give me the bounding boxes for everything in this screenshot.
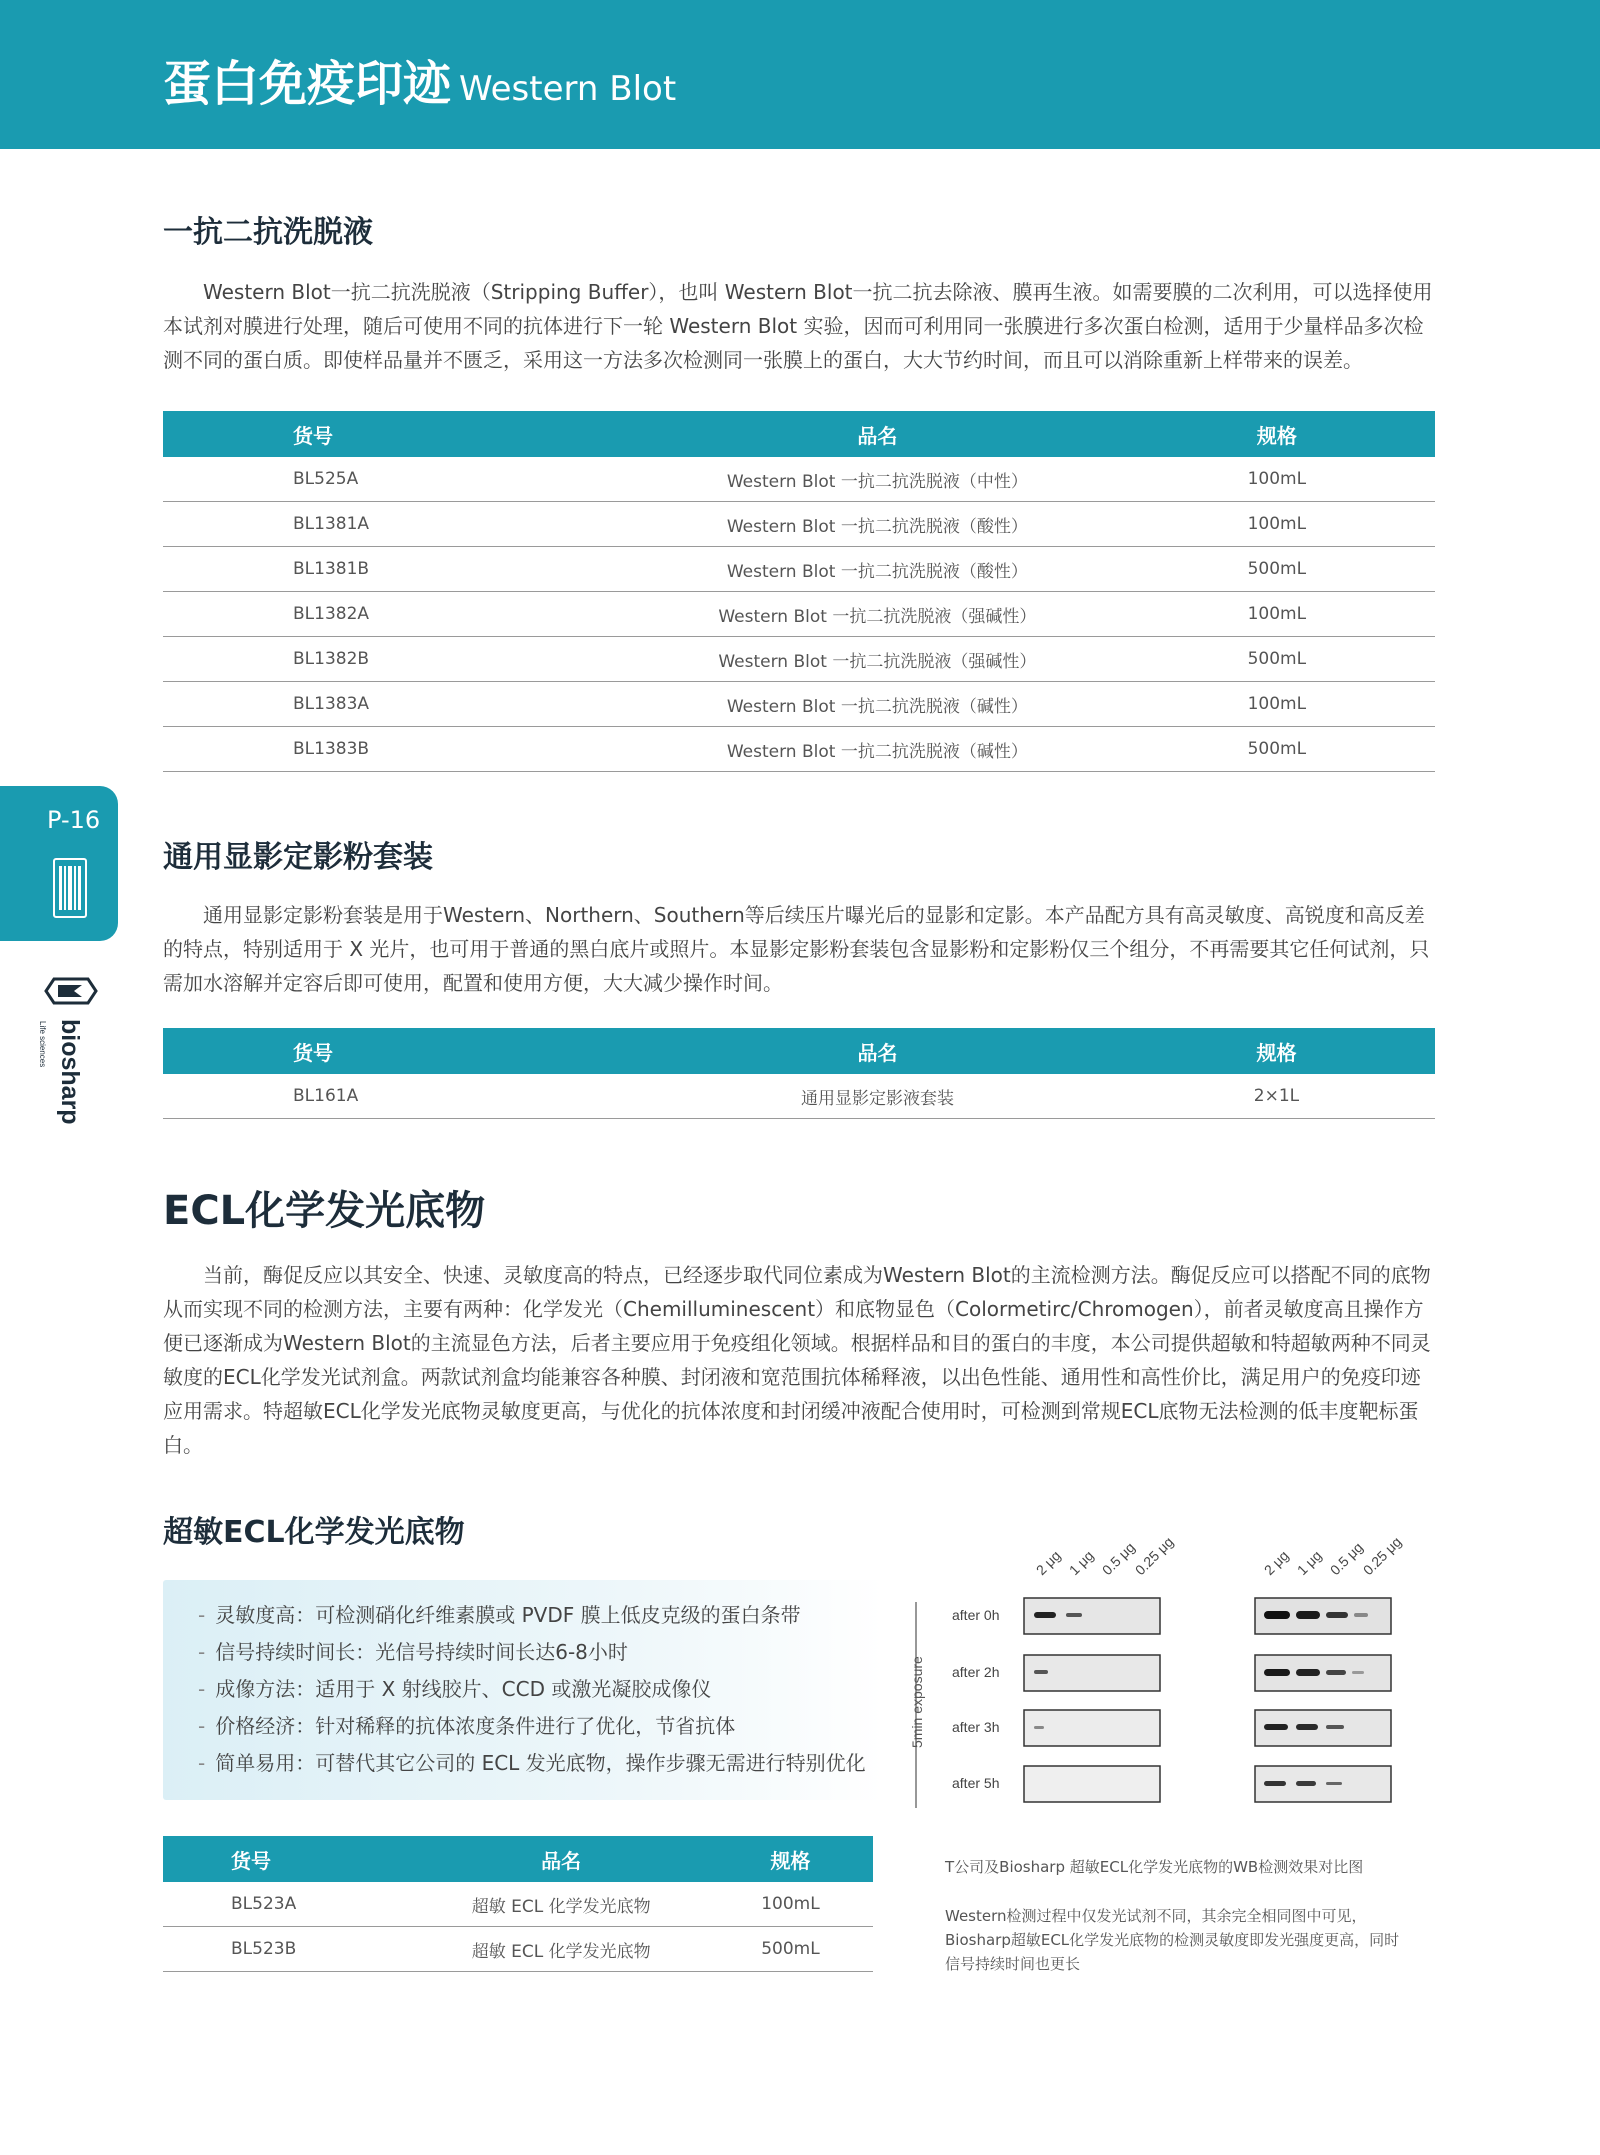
- table-row: [163, 502, 1435, 547]
- logo-mark-icon: [46, 979, 96, 1003]
- stripping-description: Western Blot一抗二抗洗脱液（Stripping Buffer），也叫 Western Blot一抗二抗去除液、膜再生液。如需要膜的二次利用，可以选择使用本试剂对膜进行处理，随后可使用不同的抗体进行下一轮 Western Blot 实验，因而可利用同一张膜进行多次蛋白检测，适用于少量样品多次检测不同的蛋白质。即使样品量并不匮乏，采用这一方法多次检测同一张膜上的蛋白，大大节约时间，而且可以消除重新上样带来的误差。: [163, 280, 1433, 372]
- lane-label: 2 μg: [1260, 1547, 1292, 1579]
- cell-spec: 100mL: [1119, 502, 1435, 547]
- developer-table: [163, 1028, 1435, 1119]
- cell-code: BL1381A: [163, 502, 636, 547]
- cell-name: 超敏 ECL 化学发光底物: [414, 1882, 707, 1927]
- ecl-description: 当前，酶促反应以其安全、快速、灵敏度高的特点，已经逐步取代同位素成为Western Blot的主流检测方法。酶促反应可以搭配不同的底物从而实现不同的检测方法，主要有两种：化学发光（Chemilluminescent）和底物显色（Colormetirc/Chromogen），前者灵敏度高且操作方便已逐渐成为Western Blot的主流显色方法，后者主要应用于免疫组化领域。根据样品和目的蛋白的丰度，本公司提供超敏和特超敏两种不同灵敏度的ECL化学发光试剂盒。两款试剂盒均能兼容各种膜、封闭液和宽范围抗体稀释液，以出色性能、通用性和高性价比，满足用户的免疫印迹应用需求。特超敏ECL化学发光底物灵敏度更高，与优化的抗体浓度和封闭缓冲液配合使用时，可检测到常规ECL底物无法检测的低丰度靶标蛋白。: [163, 1263, 1431, 1457]
- wb-comparison-figure: [900, 1520, 1420, 1815]
- page-title: [163, 58, 676, 111]
- cell-name: Western Blot 一抗二抗洗脱液（中性）: [636, 457, 1119, 502]
- cell-spec: 500mL: [1119, 547, 1435, 592]
- developer-description: 通用显影定影粉套装是用于Western、Northern、Southern等后续压片曝光后的显影和定影。本产品配方具有高灵敏度、高锐度和高反差的特点，特别适用于 X 光片，也可用于普通的黑白底片或照片。本显影定影粉套装包含显影粉和定影粉仅三个组分，不再需要其它任何试剂，只需加水溶解并定容后即可使用，配置和使用方便，大大减少操作时间。: [163, 903, 1430, 995]
- cell-name: Western Blot 一抗二抗洗脱液（酸性）: [636, 547, 1119, 592]
- cell-spec: 500mL: [1119, 637, 1435, 682]
- figure-caption: T公司及Biosharp 超敏ECL化学发光底物的WB检测效果对比图: [945, 1858, 1364, 1876]
- col-header-name: 品名: [414, 1836, 707, 1882]
- cell-name: Western Blot 一抗二抗洗脱液（强碱性）: [636, 592, 1119, 637]
- cell-code: BL161A: [163, 1074, 637, 1119]
- lane-label: 0.25 μg: [1359, 1533, 1405, 1579]
- figure-note: Western检测过程中仅发光试剂不同，其余完全相同图中可见，Biosharp超敏ECL化学发光底物的检测灵敏度即发光强度更高，同时信号持续时间也更长: [945, 1907, 1400, 1973]
- page-title-en: Western Blot: [459, 69, 677, 109]
- table-row: [163, 592, 1435, 637]
- table-row: [163, 547, 1435, 592]
- cell-name: Western Blot 一抗二抗洗脱液（碱性）: [636, 682, 1119, 727]
- table-header-row: [163, 1836, 873, 1882]
- stripping-table: [163, 411, 1435, 772]
- table-row: [163, 1074, 1435, 1119]
- feature-text: 价格经济：针对稀释的抗体浓度条件进行了优化，节省抗体: [215, 1714, 736, 1738]
- cell-code: BL1382A: [163, 592, 636, 637]
- cell-code: BL1383B: [163, 727, 636, 772]
- cell-spec: 100mL: [1119, 457, 1435, 502]
- cell-name: 超敏 ECL 化学发光底物: [414, 1927, 707, 1972]
- cell-name: Western Blot 一抗二抗洗脱液（酸性）: [636, 502, 1119, 547]
- list-item: - 简单易用：可替代其它公司的 ECL 发光底物，操作步骤无需进行特别优化: [198, 1751, 866, 1775]
- cell-code: BL523B: [163, 1927, 414, 1972]
- lane-label: 2 μg: [1032, 1547, 1064, 1579]
- col-header-name: 品名: [636, 411, 1119, 457]
- feature-text: 成像方法：适用于 X 射线胶片、CCD 或激光凝胶成像仪: [215, 1677, 712, 1701]
- feature-text: 灵敏度高：可检测硝化纤维素膜或 PVDF 膜上低皮克级的蛋白条带: [215, 1603, 801, 1627]
- col-header-spec: 规格: [708, 1836, 873, 1882]
- lane-label: 0.5 μg: [1326, 1539, 1366, 1579]
- exposure-label: 5min exposure: [909, 1656, 925, 1748]
- table-row: [163, 1882, 873, 1927]
- cell-name: 通用显影定影液套装: [637, 1074, 1118, 1119]
- table-header-row: [163, 1028, 1435, 1074]
- brand-tagline: Life sciences: [38, 1021, 47, 1068]
- cell-spec: 100mL: [708, 1882, 873, 1927]
- feature-list-box: [163, 1580, 883, 1800]
- list-item: - 成像方法：适用于 X 射线胶片、CCD 或激光凝胶成像仪: [198, 1677, 712, 1701]
- page-header: [0, 0, 1600, 149]
- barcode-icon: [53, 858, 87, 918]
- lane-label: 0.25 μg: [1131, 1533, 1177, 1579]
- lane-label: 1 μg: [1065, 1547, 1097, 1579]
- cell-code: BL1381B: [163, 547, 636, 592]
- blot-panel-left: [1024, 1598, 1160, 1802]
- cell-name: Western Blot 一抗二抗洗脱液（碱性）: [636, 727, 1119, 772]
- lane-label: 0.5 μg: [1098, 1539, 1138, 1579]
- feature-list: [163, 1580, 883, 1782]
- table-row: [163, 457, 1435, 502]
- cell-spec: 500mL: [708, 1927, 873, 1972]
- cell-code: BL523A: [163, 1882, 414, 1927]
- lane-label: 1 μg: [1293, 1547, 1325, 1579]
- col-header-name: 品名: [637, 1028, 1118, 1074]
- cell-spec: 500mL: [1119, 727, 1435, 772]
- cell-spec: 2×1L: [1118, 1074, 1435, 1119]
- table-row: [163, 682, 1435, 727]
- section-title-sensitive-ecl: 超敏ECL化学发光底物: [163, 1515, 465, 1550]
- section-title-stripping: 一抗二抗洗脱液: [163, 215, 373, 250]
- cell-name: Western Blot 一抗二抗洗脱液（强碱性）: [636, 637, 1119, 682]
- time-label: after 5h: [952, 1775, 1000, 1791]
- page-number: P-16: [47, 806, 101, 834]
- feature-text: 简单易用：可替代其它公司的 ECL 发光底物，操作步骤无需进行特别优化: [215, 1751, 866, 1775]
- table-row: [163, 727, 1435, 772]
- brand-name: biosharp: [56, 1019, 84, 1125]
- table-row: [163, 637, 1435, 682]
- cell-code: BL1382B: [163, 637, 636, 682]
- time-label: after 2h: [952, 1664, 1000, 1680]
- list-item: - 信号持续时间长：光信号持续时间长达6-8小时: [198, 1640, 628, 1664]
- time-label: after 0h: [952, 1607, 1000, 1623]
- cell-spec: 100mL: [1119, 592, 1435, 637]
- feature-text: 信号持续时间长：光信号持续时间长达6-8小时: [215, 1640, 628, 1664]
- table-header-row: [163, 411, 1435, 457]
- col-header-spec: 规格: [1118, 1028, 1435, 1074]
- section-title-developer: 通用显影定影粉套装: [163, 840, 433, 875]
- cell-code: BL525A: [163, 457, 636, 502]
- page-title-cn: 蛋白免疫印迹: [163, 56, 452, 112]
- list-item: - 价格经济：针对稀释的抗体浓度条件进行了优化，节省抗体: [198, 1714, 736, 1738]
- cell-spec: 100mL: [1119, 682, 1435, 727]
- biosharp-logo: [40, 975, 100, 1145]
- cell-code: BL1383A: [163, 682, 636, 727]
- table-row: [163, 1927, 873, 1972]
- col-header-code: 货号: [163, 1836, 414, 1882]
- list-item: - 灵敏度高：可检测硝化纤维素膜或 PVDF 膜上低皮克级的蛋白条带: [198, 1603, 801, 1627]
- col-header-spec: 规格: [1119, 411, 1435, 457]
- sensitive-ecl-table: [163, 1836, 873, 1972]
- col-header-code: 货号: [163, 1028, 637, 1074]
- time-label: after 3h: [952, 1719, 1000, 1735]
- section-title-ecl: ECL化学发光底物: [163, 1188, 486, 1234]
- col-header-code: 货号: [163, 411, 636, 457]
- blot-panel-right: [1255, 1598, 1391, 1802]
